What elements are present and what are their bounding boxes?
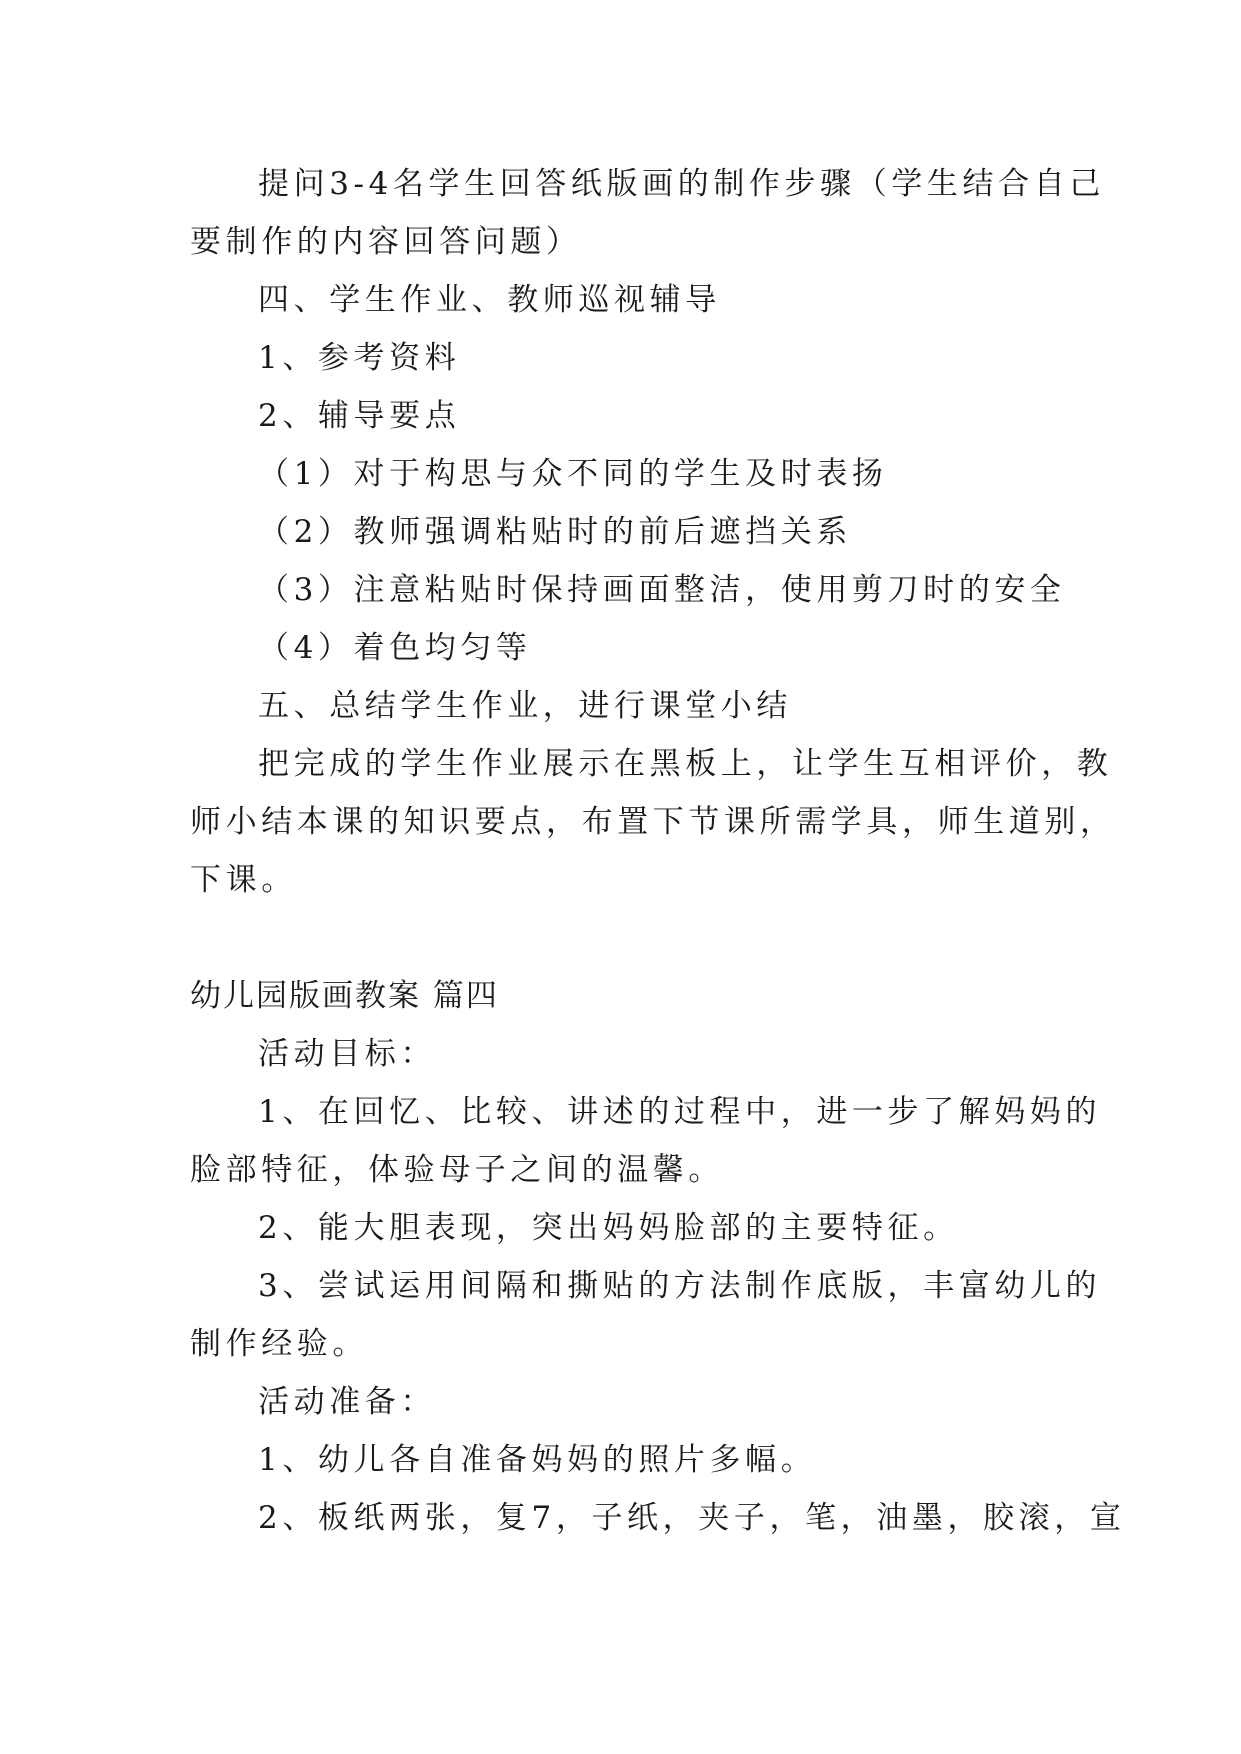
paragraph-line: 要制作的内容回答问题） (190, 224, 582, 260)
paragraph-line: 师小结本课的知识要点，布置下节课所需学具，师生道别， (190, 804, 1116, 840)
sub-list-item: （3）注意粘贴时保持画面整洁，使用剪刀时的安全 (258, 572, 1066, 608)
sub-list-item: （4）着色均匀等 (258, 630, 532, 666)
list-item: 2、能大胆表现，突出妈妈脸部的主要特征。 (258, 1210, 959, 1246)
paragraph-line: 提问3-4名学生回答纸版画的制作步骤（学生结合自己 (258, 166, 1105, 202)
sub-list-item: （2）教师强调粘贴时的前后遮挡关系 (258, 514, 852, 550)
paragraph-line: 把完成的学生作业展示在黑板上，让学生互相评价，教 (258, 746, 1113, 782)
section-heading: 活动目标： (258, 1036, 436, 1072)
section-heading: 四、学生作业、教师巡视辅导 (258, 282, 721, 318)
sub-list-item: （1）对于构思与众不同的学生及时表扬 (258, 456, 888, 492)
list-item: 2、板纸两张，复7，子纸，夹子，笔，油墨，胶滚，宣 (258, 1500, 1126, 1536)
paragraph-line: 脸部特征，体验母子之间的温馨。 (190, 1152, 724, 1188)
list-item: 1、在回忆、比较、讲述的过程中，进一步了解妈妈的 (258, 1094, 1102, 1130)
list-item: 3、尝试运用间隔和撕贴的方法制作底版，丰富幼儿的 (258, 1268, 1102, 1304)
section-heading: 活动准备： (258, 1384, 436, 1420)
list-item: 2、辅导要点 (258, 398, 461, 434)
section-heading: 五、总结学生作业，进行课堂小结 (258, 688, 792, 724)
paragraph-line: 制作经验。 (190, 1326, 368, 1362)
article-title: 幼儿园版画教案 篇四 (190, 978, 499, 1014)
list-item: 1、幼儿各自准备妈妈的照片多幅。 (258, 1442, 817, 1478)
list-item: 1、参考资料 (258, 340, 461, 376)
paragraph-line: 下课。 (190, 862, 297, 898)
